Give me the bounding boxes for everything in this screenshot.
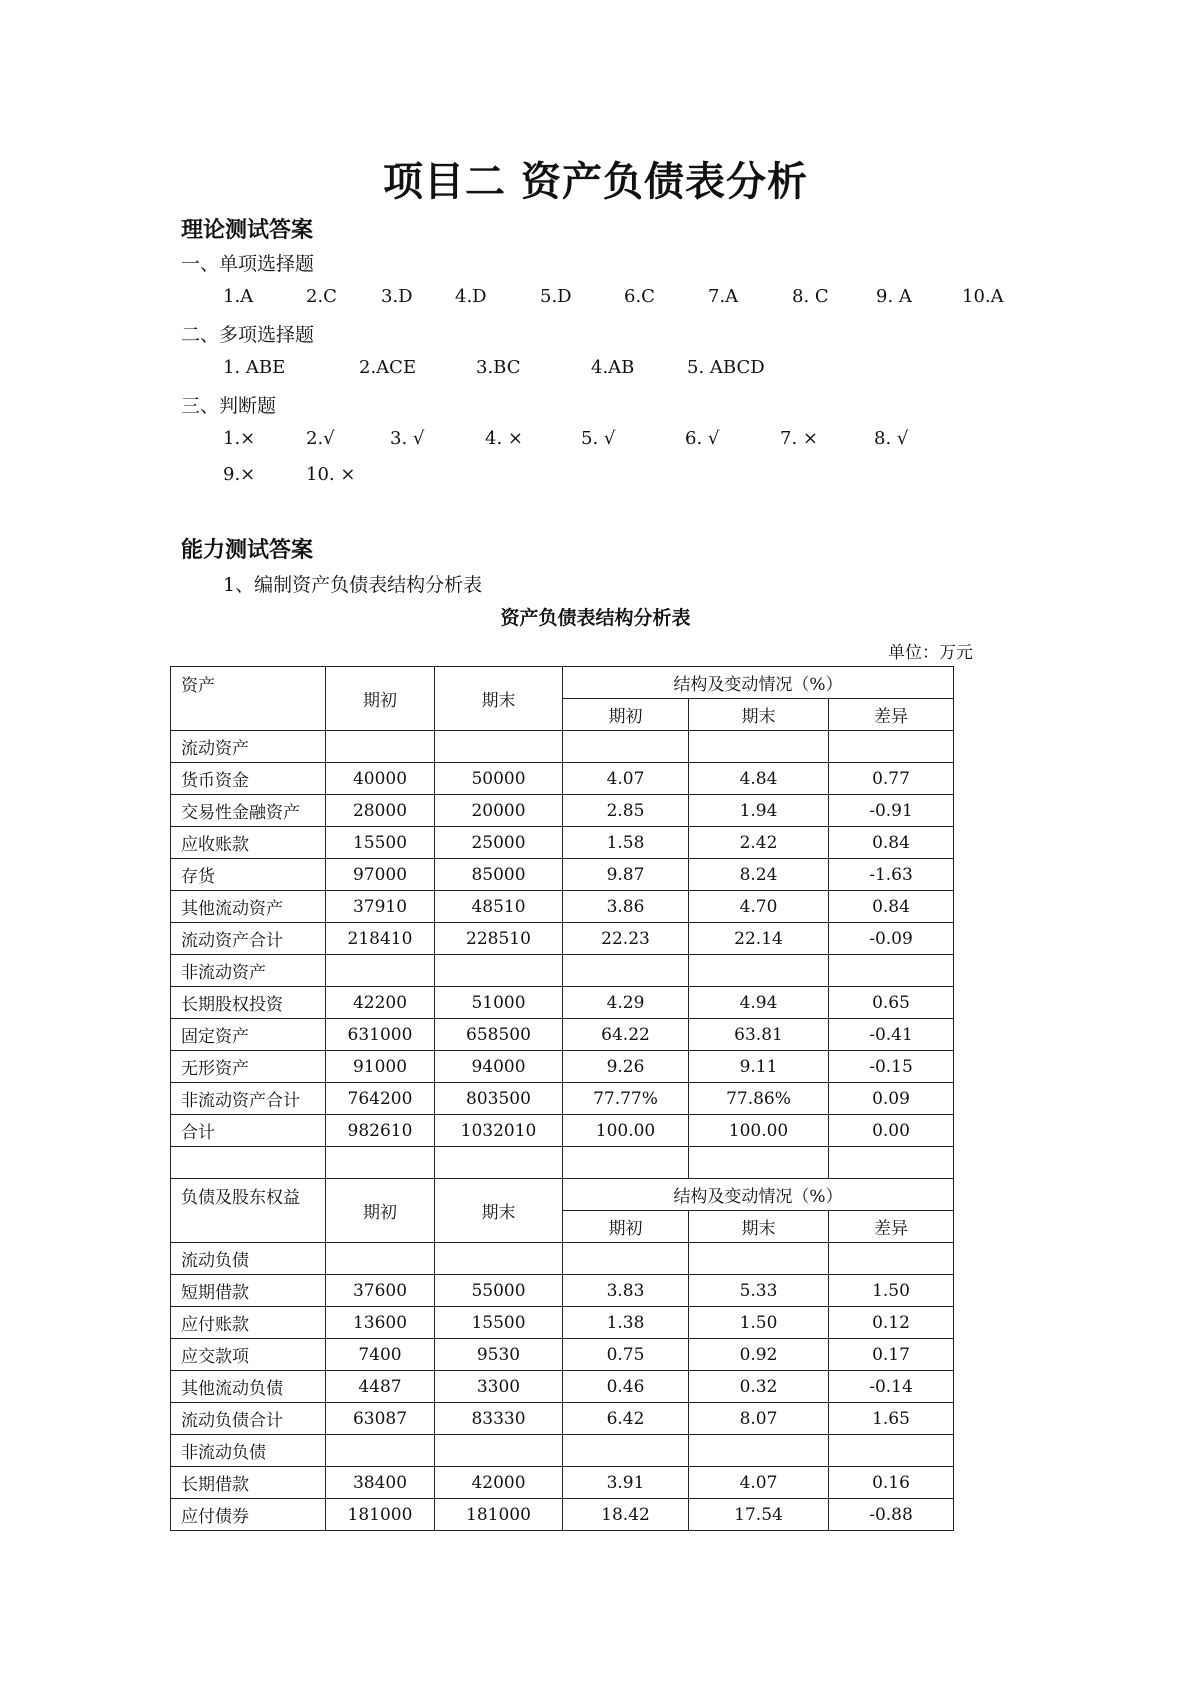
row-label: 无形资产 xyxy=(171,1051,326,1083)
section-label-multi-choice: 二、多项选择题 xyxy=(181,324,315,346)
answer-item: 5. √ xyxy=(581,428,616,449)
table-row xyxy=(171,923,954,955)
header-end: 期末 xyxy=(435,667,563,731)
row-label: 交易性金融资产 xyxy=(171,795,326,827)
section-label-true-false: 三、判断题 xyxy=(181,395,277,417)
table-cell: 1.58 xyxy=(563,827,689,859)
table-cell: -0.41 xyxy=(829,1019,954,1051)
row-label: 流动负债 xyxy=(171,1243,326,1275)
table-cell: 4.29 xyxy=(563,987,689,1019)
table-cell: 4.07 xyxy=(689,1467,829,1499)
table-cell: 218410 xyxy=(326,923,435,955)
answer-item: 8. √ xyxy=(874,428,909,449)
row-label xyxy=(171,1147,326,1179)
header-item: 资产 xyxy=(171,667,326,731)
table-cell: 15500 xyxy=(326,827,435,859)
header-sub: 期初 xyxy=(563,1211,689,1243)
table-row xyxy=(171,1115,954,1147)
table-cell: 631000 xyxy=(326,1019,435,1051)
answer-item: 3.BC xyxy=(476,357,521,378)
table-cell: 1.65 xyxy=(829,1403,954,1435)
table-cell: 0.92 xyxy=(689,1339,829,1371)
table-cell: 15500 xyxy=(435,1307,563,1339)
row-label: 存货 xyxy=(171,859,326,891)
table-header-row xyxy=(171,1179,954,1211)
page-title: 项目二 资产负债表分析 xyxy=(383,158,808,205)
table-cell: 1.50 xyxy=(829,1275,954,1307)
header-structure-group: 结构及变动情况（%） xyxy=(563,1179,954,1211)
table-cell: -0.09 xyxy=(829,923,954,955)
table-cell: 18.42 xyxy=(563,1499,689,1531)
table-cell xyxy=(689,1243,829,1275)
table-cell xyxy=(326,1435,435,1467)
row-label: 应付债券 xyxy=(171,1499,326,1531)
answer-item: 4. × xyxy=(485,428,523,449)
answer-item: 8. C xyxy=(792,286,829,307)
table-cell: 228510 xyxy=(435,923,563,955)
table-cell xyxy=(563,1147,689,1179)
table-cell xyxy=(563,1435,689,1467)
table-cell: 4.94 xyxy=(689,987,829,1019)
table-cell xyxy=(435,1147,563,1179)
table-row xyxy=(171,1403,954,1435)
table-cell: 48510 xyxy=(435,891,563,923)
answer-item: 9. A xyxy=(876,286,912,307)
table-cell xyxy=(435,955,563,987)
ability-heading: 能力测试答案 xyxy=(181,537,314,563)
row-label: 短期借款 xyxy=(171,1275,326,1307)
table-cell: 1.38 xyxy=(563,1307,689,1339)
table-cell: 25000 xyxy=(435,827,563,859)
table-row xyxy=(171,1307,954,1339)
table-cell xyxy=(563,955,689,987)
table-row xyxy=(171,891,954,923)
table-row xyxy=(171,987,954,1019)
answer-item: 5.D xyxy=(540,286,572,307)
answer-item: 5. ABCD xyxy=(687,357,765,378)
table-cell xyxy=(435,1243,563,1275)
table-cell: 982610 xyxy=(326,1115,435,1147)
table-row xyxy=(171,859,954,891)
table-cell: 0.16 xyxy=(829,1467,954,1499)
table-cell: 22.14 xyxy=(689,923,829,955)
row-label: 非流动负债 xyxy=(171,1435,326,1467)
answer-item: 1.× xyxy=(223,428,256,449)
table-cell: 9530 xyxy=(435,1339,563,1371)
header-sub: 期末 xyxy=(689,699,829,731)
answer-item: 9.× xyxy=(223,464,256,485)
table-cell: 50000 xyxy=(435,763,563,795)
section-label-single-choice: 一、单项选择题 xyxy=(181,253,315,275)
table-cell: 9.87 xyxy=(563,859,689,891)
table-cell xyxy=(829,1435,954,1467)
table-cell: -1.63 xyxy=(829,859,954,891)
header-begin: 期初 xyxy=(326,667,435,731)
table-cell: 3.86 xyxy=(563,891,689,923)
table-row xyxy=(171,1371,954,1403)
balance-sheet-structure-table xyxy=(170,666,954,1531)
table-row xyxy=(171,1019,954,1051)
answer-item: 2.√ xyxy=(306,428,335,449)
answer-item: 3. √ xyxy=(390,428,425,449)
answer-item: 1.A xyxy=(223,286,254,307)
answer-item: 2.C xyxy=(306,286,337,307)
table-cell xyxy=(689,1147,829,1179)
answer-item: 7.A xyxy=(708,286,739,307)
row-label: 固定资产 xyxy=(171,1019,326,1051)
table-cell xyxy=(829,955,954,987)
table-cell: -0.88 xyxy=(829,1499,954,1531)
header-structure-group: 结构及变动情况（%） xyxy=(563,667,954,699)
header-sub: 差异 xyxy=(829,699,954,731)
table-cell: 6.42 xyxy=(563,1403,689,1435)
answer-item: 3.D xyxy=(381,286,413,307)
unit-label: 单位：万元 xyxy=(888,643,973,663)
table-cell: 37600 xyxy=(326,1275,435,1307)
answer-item: 10. × xyxy=(306,464,356,485)
task-label: 1、编制资产负债表结构分析表 xyxy=(223,574,483,596)
row-label: 其他流动资产 xyxy=(171,891,326,923)
table-cell: 40000 xyxy=(326,763,435,795)
answer-item: 6. √ xyxy=(685,428,720,449)
answer-item: 4.D xyxy=(455,286,487,307)
table-row xyxy=(171,1467,954,1499)
answer-item: 10.A xyxy=(962,286,1004,307)
table-row xyxy=(171,1499,954,1531)
row-label: 应收账款 xyxy=(171,827,326,859)
row-label: 长期股权投资 xyxy=(171,987,326,1019)
table-cell xyxy=(829,1147,954,1179)
table-cell: 17.54 xyxy=(689,1499,829,1531)
table-cell: 100.00 xyxy=(563,1115,689,1147)
table-cell: 3300 xyxy=(435,1371,563,1403)
table-cell: 4.84 xyxy=(689,763,829,795)
table-cell: 94000 xyxy=(435,1051,563,1083)
table-cell xyxy=(689,955,829,987)
answer-item: 1. ABE xyxy=(223,357,286,378)
row-label: 货币资金 xyxy=(171,763,326,795)
row-label: 非流动资产合计 xyxy=(171,1083,326,1115)
table-cell: 0.00 xyxy=(829,1115,954,1147)
table-cell: 3.91 xyxy=(563,1467,689,1499)
table-row xyxy=(171,795,954,827)
table-cell: 42000 xyxy=(435,1467,563,1499)
table-cell: 4.07 xyxy=(563,763,689,795)
table-cell: 83330 xyxy=(435,1403,563,1435)
row-label: 流动资产 xyxy=(171,731,326,763)
row-label: 其他流动负债 xyxy=(171,1371,326,1403)
table-cell: 803500 xyxy=(435,1083,563,1115)
table-row xyxy=(171,731,954,763)
table-cell: 181000 xyxy=(326,1499,435,1531)
table-cell: 0.84 xyxy=(829,891,954,923)
table-cell: 0.84 xyxy=(829,827,954,859)
table-cell: 4.70 xyxy=(689,891,829,923)
row-label: 流动资产合计 xyxy=(171,923,326,955)
table-cell xyxy=(829,731,954,763)
table-cell: -0.14 xyxy=(829,1371,954,1403)
table-cell: 0.32 xyxy=(689,1371,829,1403)
table-cell xyxy=(326,1243,435,1275)
row-label: 应付账款 xyxy=(171,1307,326,1339)
table-cell: 0.09 xyxy=(829,1083,954,1115)
answer-item: 2.ACE xyxy=(359,357,417,378)
header-item: 负债及股东权益 xyxy=(171,1179,326,1243)
table-row xyxy=(171,1435,954,1467)
table-cell: 91000 xyxy=(326,1051,435,1083)
table-cell xyxy=(326,955,435,987)
header-sub: 期末 xyxy=(689,1211,829,1243)
table-cell: 37910 xyxy=(326,891,435,923)
table-cell: 0.12 xyxy=(829,1307,954,1339)
table-row xyxy=(171,1083,954,1115)
table-cell: 85000 xyxy=(435,859,563,891)
table-cell: 13600 xyxy=(326,1307,435,1339)
table-cell: 3.83 xyxy=(563,1275,689,1307)
header-sub: 差异 xyxy=(829,1211,954,1243)
table-cell: 28000 xyxy=(326,795,435,827)
header-begin: 期初 xyxy=(326,1179,435,1243)
table-cell: 97000 xyxy=(326,859,435,891)
table-cell xyxy=(563,1243,689,1275)
table-cell: 7400 xyxy=(326,1339,435,1371)
table-cell: 51000 xyxy=(435,987,563,1019)
table-cell xyxy=(326,1147,435,1179)
table-cell: 38400 xyxy=(326,1467,435,1499)
table-row xyxy=(171,827,954,859)
table-cell: 5.33 xyxy=(689,1275,829,1307)
table-cell: 2.85 xyxy=(563,795,689,827)
header-end: 期末 xyxy=(435,1179,563,1243)
row-label: 流动负债合计 xyxy=(171,1403,326,1435)
table-cell: 55000 xyxy=(435,1275,563,1307)
table-cell: 22.23 xyxy=(563,923,689,955)
table-cell xyxy=(435,731,563,763)
table-cell: 9.26 xyxy=(563,1051,689,1083)
table-cell: 77.86% xyxy=(689,1083,829,1115)
table-cell xyxy=(435,1435,563,1467)
table-row xyxy=(171,1275,954,1307)
table-cell: 63087 xyxy=(326,1403,435,1435)
theory-heading: 理论测试答案 xyxy=(181,217,314,243)
table-title: 资产负债表结构分析表 xyxy=(500,607,691,629)
table-cell: 0.75 xyxy=(563,1339,689,1371)
table-cell: 77.77% xyxy=(563,1083,689,1115)
table-row xyxy=(171,1051,954,1083)
table-row xyxy=(171,1147,954,1179)
table-cell: 764200 xyxy=(326,1083,435,1115)
row-label: 应交款项 xyxy=(171,1339,326,1371)
table-cell xyxy=(563,731,689,763)
table-row xyxy=(171,955,954,987)
table-cell: 0.17 xyxy=(829,1339,954,1371)
table-row xyxy=(171,763,954,795)
table-cell xyxy=(829,1243,954,1275)
table-cell: 1032010 xyxy=(435,1115,563,1147)
table-cell: -0.15 xyxy=(829,1051,954,1083)
row-label: 长期借款 xyxy=(171,1467,326,1499)
table-cell: 8.07 xyxy=(689,1403,829,1435)
answer-item: 4.AB xyxy=(591,357,635,378)
table-row xyxy=(171,1243,954,1275)
table-cell: 64.22 xyxy=(563,1019,689,1051)
table-cell: 1.50 xyxy=(689,1307,829,1339)
table-header-row xyxy=(171,667,954,699)
table-body xyxy=(171,667,954,1531)
table-row xyxy=(171,1339,954,1371)
table-cell: 0.65 xyxy=(829,987,954,1019)
table-cell: 8.24 xyxy=(689,859,829,891)
table-cell: -0.91 xyxy=(829,795,954,827)
table-cell: 9.11 xyxy=(689,1051,829,1083)
table-cell: 181000 xyxy=(435,1499,563,1531)
table-cell: 42200 xyxy=(326,987,435,1019)
row-label: 合计 xyxy=(171,1115,326,1147)
row-label: 非流动资产 xyxy=(171,955,326,987)
table-cell xyxy=(689,731,829,763)
table-cell: 2.42 xyxy=(689,827,829,859)
table-cell: 1.94 xyxy=(689,795,829,827)
table-cell: 0.46 xyxy=(563,1371,689,1403)
table-cell xyxy=(326,731,435,763)
table-cell: 658500 xyxy=(435,1019,563,1051)
table-cell: 100.00 xyxy=(689,1115,829,1147)
table-cell xyxy=(689,1435,829,1467)
table-cell: 63.81 xyxy=(689,1019,829,1051)
header-sub: 期初 xyxy=(563,699,689,731)
answer-item: 7. × xyxy=(780,428,818,449)
table-cell: 20000 xyxy=(435,795,563,827)
table-cell: 4487 xyxy=(326,1371,435,1403)
answer-item: 6.C xyxy=(624,286,655,307)
table-cell: 0.77 xyxy=(829,763,954,795)
